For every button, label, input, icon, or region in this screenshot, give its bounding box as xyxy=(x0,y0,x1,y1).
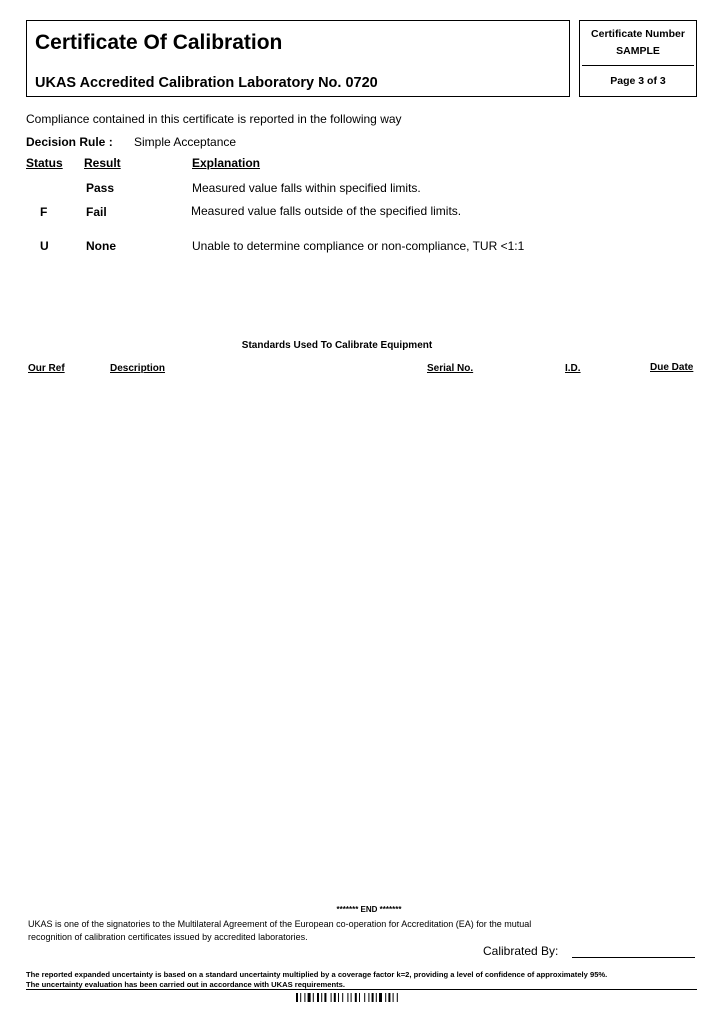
result-pass: Pass xyxy=(86,181,115,195)
barcode-bar xyxy=(376,993,377,1002)
uncertainty-statement-line-1: The reported expanded uncertainty is based on a standard uncertainty multiplied by a coverage factor k=2, providing a level of confidence of approximately 95%. xyxy=(26,970,608,979)
laboratory-accreditation: UKAS Accredited Calibration Laboratory No. 0720 xyxy=(35,75,378,91)
result-fail: Fail xyxy=(86,205,107,219)
explanation-fail: Measured value falls outside of the specified limits. xyxy=(191,204,462,218)
barcode-bar xyxy=(355,993,357,1002)
barcode-bar xyxy=(379,993,382,1002)
column-header-due-date: Due Date xyxy=(650,362,694,373)
calibrated-by-label: Calibrated By: xyxy=(483,944,559,958)
page-indicator: Page 3 of 3 xyxy=(610,75,666,87)
barcode-bar xyxy=(296,993,298,1002)
barcode-bar xyxy=(317,993,319,1002)
column-header-explanation: Explanation xyxy=(192,156,261,170)
barcode-bar xyxy=(351,993,352,1002)
barcode-bar xyxy=(308,993,311,1002)
status-code: F xyxy=(40,205,48,219)
column-header-status: Status xyxy=(26,156,63,170)
ukas-statement-line-1: UKAS is one of the signatories to the Multilateral Agreement of the European co-operation for Accreditation (EA) for the mutual xyxy=(28,919,532,929)
barcode-bar xyxy=(342,993,343,1002)
barcode-bar xyxy=(300,993,301,1002)
result-none: None xyxy=(86,239,116,253)
barcode-bar xyxy=(397,993,398,1002)
barcode-bar xyxy=(338,993,339,1002)
explanation-pass: Measured value falls within specified limits. xyxy=(192,181,421,195)
barcode-bar xyxy=(324,993,326,1002)
column-header-result: Result xyxy=(84,156,121,170)
barcode-bar xyxy=(385,993,386,1002)
barcode xyxy=(296,993,451,1002)
barcode-bar xyxy=(334,993,336,1002)
barcode-bar xyxy=(313,993,314,1002)
column-header-description: Description xyxy=(110,363,166,374)
signature-line xyxy=(572,957,695,958)
document-title: Certificate Of Calibration xyxy=(35,31,283,54)
decision-rule-value: Simple Acceptance xyxy=(134,135,237,149)
column-header-serial-no: Serial No. xyxy=(427,363,474,374)
barcode-bar xyxy=(304,993,305,1002)
footer-divider xyxy=(26,989,697,990)
barcode-bar xyxy=(331,993,332,1002)
divider xyxy=(582,65,694,66)
column-header-our-ref: Our Ref xyxy=(28,363,65,374)
barcode-bar xyxy=(347,993,348,1002)
compliance-intro: Compliance contained in this certificate is reported in the following way xyxy=(26,112,402,126)
certificate-number: SAMPLE xyxy=(616,45,660,57)
barcode-bar xyxy=(321,993,322,1002)
barcode-bar xyxy=(359,993,360,1002)
certificate-number-label: Certificate Number xyxy=(591,28,685,40)
column-header-id: I.D. xyxy=(565,363,581,374)
decision-rule-label: Decision Rule : xyxy=(26,135,113,149)
explanation-none: Unable to determine compliance or non-compliance, TUR <1:1 xyxy=(192,239,525,253)
standards-title: Standards Used To Calibrate Equipment xyxy=(241,340,433,351)
barcode-bar xyxy=(372,993,374,1002)
barcode-bar xyxy=(368,993,369,1002)
certificate-number-box xyxy=(579,20,697,97)
status-code: U xyxy=(40,239,49,253)
barcode-bar xyxy=(364,993,365,1002)
barcode-bar xyxy=(393,993,394,1002)
end-marker: ******* END ******* xyxy=(336,905,402,914)
ukas-statement-line-2: recognition of calibration certificates issued by accredited laboratories. xyxy=(28,932,308,942)
barcode-bar xyxy=(388,993,390,1002)
uncertainty-statement-line-2: The uncertainty evaluation has been carried out in accordance with UKAS requirements. xyxy=(26,980,346,989)
certificate-header xyxy=(26,20,570,97)
